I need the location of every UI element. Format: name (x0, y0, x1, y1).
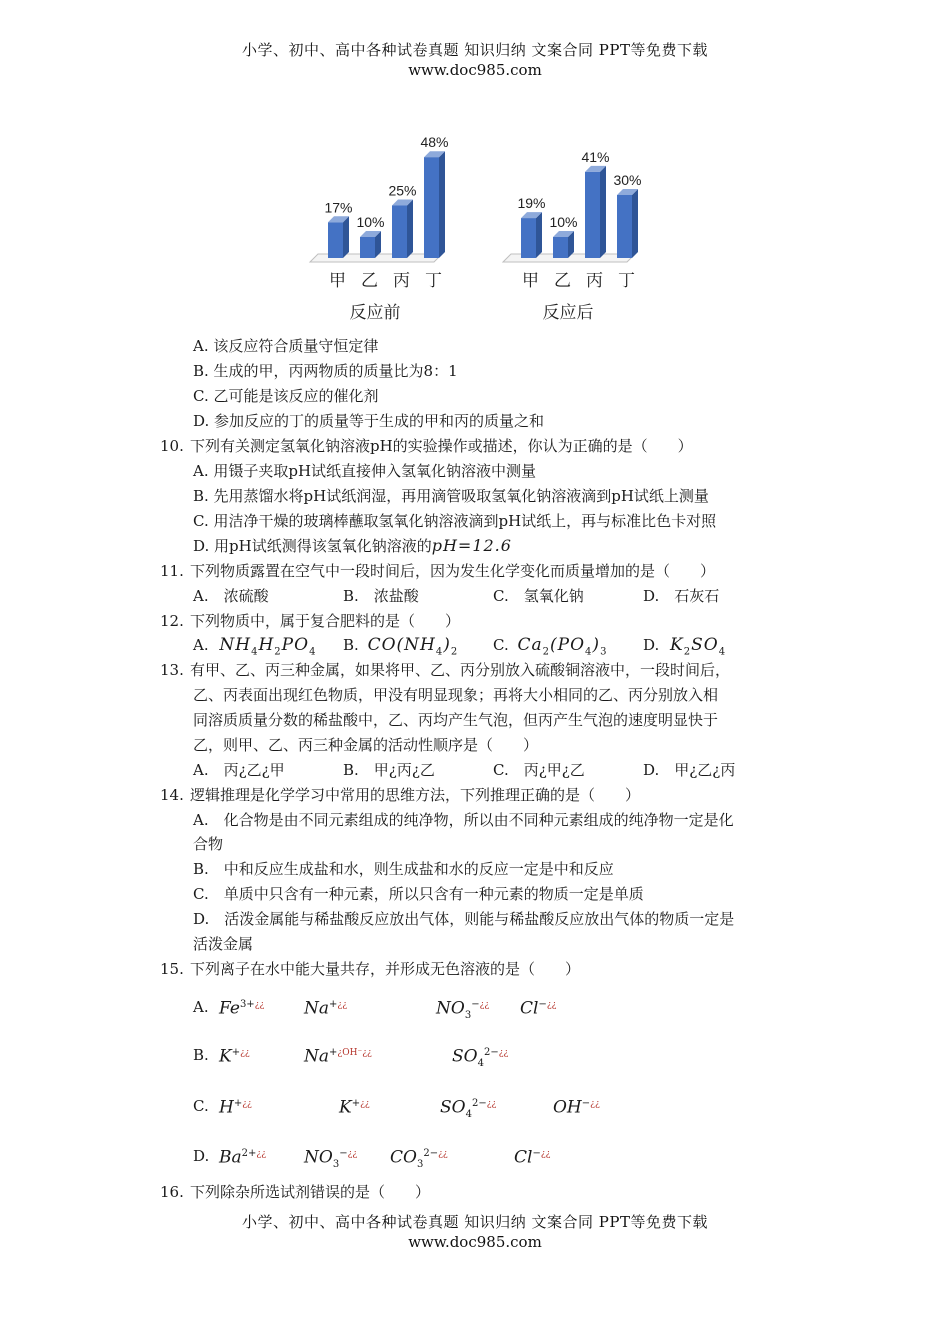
data-label: 48% (420, 134, 449, 151)
ion-na-plus-oh: $Na^{+¿OH^-¿¿}$ (304, 1046, 372, 1067)
q9-option-a: A. 该反应符合质量守恒定律 (193, 337, 379, 355)
q16-text: 下列除杂所选试剂错误的是（ ） (190, 1183, 431, 1201)
ion-co3-2minus: $CO_3^{2-¿¿}$ (390, 1147, 448, 1171)
q13-option-a: A. 丙¿乙¿甲 (193, 761, 285, 779)
q13-stem-line-4: 乙，则甲、乙、丙三种金属的活动性顺序是（ ） (193, 736, 539, 754)
data-label: 30% (613, 172, 642, 188)
page-footer (0, 1212, 950, 1252)
bar-丁 (424, 157, 439, 258)
formula-nh4h2po4: $NH_4H_2PO_4$ (219, 635, 317, 658)
ion-oh-minus: OH−¿¿ (553, 1097, 600, 1118)
q15-option-c-label: C. (193, 1097, 209, 1115)
ion-cl-minus: Cl−¿¿ (520, 998, 557, 1019)
ion-cl-minus-d: Cl−¿¿ (514, 1147, 551, 1168)
q15-option-a-label: A. (193, 998, 209, 1016)
q13-option-d: D. 甲¿乙¿丙 (643, 761, 736, 779)
ion-k-plus-c: K+¿¿ (339, 1097, 370, 1118)
bar-甲 (328, 222, 343, 258)
data-label: 10% (356, 214, 385, 230)
q14-text: 逻辑推理是化学学习中常用的思维方法，下列推理正确的是（ ） (190, 786, 641, 804)
data-label: 25% (388, 182, 417, 199)
q12-option-d-label: D. (643, 636, 660, 654)
bar-乙 (553, 237, 568, 258)
q10-option-d-text: D. 用pH试纸测得该氢氧化钠溶液的 (193, 537, 432, 555)
data-label: 10% (549, 214, 578, 230)
q14-option-d-line-2: 活泼金属 (193, 935, 254, 953)
q13-number: 13. (160, 661, 184, 679)
q16-number: 16. (160, 1183, 184, 1201)
q11-text: 下列物质露置在空气中一段时间后，因为发生化学变化而质量增加的是（ ） (190, 562, 716, 580)
ion-na-plus: Na+¿¿ (304, 998, 348, 1019)
q9-option-b: B. 生成的甲，丙两物质的质量比为8：1 (193, 362, 458, 380)
q14-option-a-line-2: 合物 (193, 835, 224, 853)
bar-丁 (617, 195, 632, 258)
q14-option-d-line-1: D. 活泼金属能与稀盐酸反应放出气体，则能与稀盐酸反应放出气体的物质一定是 (193, 910, 735, 928)
chart-before (310, 134, 449, 323)
q12-option-c-label: C. (493, 636, 509, 654)
header-ad-text: 小学、初中、高中各种试卷真题 知识归纳 文案合同 PPT等免费下载 (242, 41, 708, 59)
ion-so4-2minus-c: $SO_4^{2-¿¿}$ (440, 1097, 497, 1121)
q13-stem-line-2: 乙、丙表面出现红色物质，甲没有明显现象；再将大小相同的乙、丙分别放入相 (193, 686, 719, 704)
ion-k-plus: K+¿¿ (219, 1046, 250, 1067)
ion-ba-2plus: $Ba^{2+¿¿}$ (219, 1147, 267, 1168)
q11-option-a: A. 浓硫酸 (193, 587, 269, 605)
q13-stem-line-3: 同溶质质量分数的稀盐酸中，乙、丙均产生气泡，但丙产生气泡的速度明显快于 (193, 711, 719, 729)
q15-stem (160, 958, 580, 980)
bar-甲 (521, 218, 536, 258)
bar-side (439, 151, 445, 258)
footer-url: www.doc985.com (408, 1233, 542, 1251)
q13-text-1: 有甲、乙、丙三种金属，如果将甲、乙、丙分别放入硫酸铜溶液中，一段时间后， (190, 661, 731, 679)
chart-title: 反应后 (542, 303, 594, 323)
q10-option-b: B. 先用蒸馏水将pH试纸润湿，再用滴管吸取氢氧化钠溶液滴到pH试纸上测量 (193, 487, 709, 505)
q11-number: 11. (160, 562, 184, 580)
chart-after (503, 149, 642, 323)
q10-option-d (193, 535, 512, 557)
q14-option-c: C. 单质中只含有一种元素，所以只含有一种元素的物质一定是单质 (193, 885, 644, 903)
bar-side (536, 212, 542, 258)
category-label: 丁 (425, 271, 442, 291)
category-label: 乙 (361, 271, 378, 291)
q16-stem (160, 1181, 430, 1203)
q12-stem (160, 610, 460, 632)
q15-text: 下列离子在水中能大量共存，并形成无色溶液的是（ ） (190, 960, 581, 978)
data-label: 17% (324, 199, 353, 216)
q10-stem (160, 435, 693, 457)
q12-option-b-label: B. (343, 636, 359, 654)
category-label: 甲 (522, 271, 539, 291)
category-label: 丁 (618, 271, 635, 291)
q10-option-a: A. 用镊子夹取pH试纸直接伸入氢氧化钠溶液中测量 (193, 462, 537, 480)
q12-option-a-label: A. (193, 636, 209, 654)
q13-option-c: C. 丙¿甲¿乙 (493, 761, 585, 779)
q12-number: 12. (160, 612, 184, 630)
bar-side (343, 216, 349, 258)
footer-ad-text: 小学、初中、高中各种试卷真题 知识归纳 文案合同 PPT等免费下载 (242, 1213, 708, 1231)
data-label: 41% (581, 148, 610, 165)
q11-stem (160, 560, 715, 582)
bar-丙 (585, 172, 600, 258)
q14-option-a-line-1: A. 化合物是由不同元素组成的纯净物，所以由不同种元素组成的纯净物一定是化 (193, 811, 734, 829)
bar-乙 (360, 237, 375, 258)
ion-fe3plus: $Fe^{3+¿¿}$ (219, 998, 265, 1019)
q12-text: 下列物质中，属于复合肥料的是（ ） (190, 612, 461, 630)
ion-no3-minus: $NO_3^{-¿¿}$ (436, 998, 490, 1022)
q14-number: 14. (160, 786, 184, 804)
bar-charts (300, 128, 660, 328)
bar-side (407, 200, 413, 259)
header-url: www.doc985.com (408, 61, 542, 79)
data-label: 19% (517, 195, 546, 212)
q14-option-b: B. 中和反应生成盐和水，则生成盐和水的反应一定是中和反应 (193, 860, 614, 878)
q10-number: 10. (160, 437, 184, 455)
bar-side (600, 166, 606, 258)
ion-h-plus: H+¿¿ (219, 1097, 252, 1118)
ion-so4-2minus: $SO_4^{2-¿¿}$ (452, 1046, 509, 1070)
q13-option-b: B. 甲¿丙¿乙 (343, 761, 435, 779)
q15-number: 15. (160, 960, 184, 978)
q9-option-d: D. 参加反应的丁的质量等于生成的甲和丙的质量之和 (193, 412, 545, 430)
category-label: 甲 (329, 271, 346, 291)
formula-k2so4: $K_2SO_4$ (670, 635, 727, 658)
q13-stem-line-1 (160, 659, 730, 681)
q11-option-d: D. 石灰石 (643, 587, 720, 605)
category-label: 丙 (586, 271, 603, 291)
page-header (0, 40, 950, 80)
category-label: 乙 (554, 271, 571, 291)
q10-ph-value: pH=12.6 (431, 536, 512, 555)
formula-ca2-po4-3: $Ca_2(PO_4)_3$ (517, 635, 608, 658)
q15-option-d-label: D. (193, 1147, 210, 1165)
ion-no3-minus-d: $NO_3^{-¿¿}$ (304, 1147, 358, 1171)
bar-丙 (392, 206, 407, 259)
q11-option-c: C. 氢氧化钠 (493, 587, 584, 605)
bar-side (632, 189, 638, 258)
chart-title: 反应前 (349, 303, 401, 323)
q14-stem (160, 784, 640, 806)
category-label: 丙 (393, 271, 410, 291)
q10-option-c: C. 用洁净干燥的玻璃棒蘸取氢氧化钠溶液滴到pH试纸上，再与标准比色卡对照 (193, 512, 717, 530)
q11-option-b: B. 浓盐酸 (343, 587, 419, 605)
formula-co-nh4-2: $CO(NH_4)_2$ (367, 635, 459, 658)
q15-option-b-label: B. (193, 1046, 209, 1064)
q9-option-c: C. 乙可能是该反应的催化剂 (193, 387, 379, 405)
q10-text: 下列有关测定氢氧化钠溶液pH的实验操作或描述，你认为正确的是（ ） (190, 437, 693, 455)
